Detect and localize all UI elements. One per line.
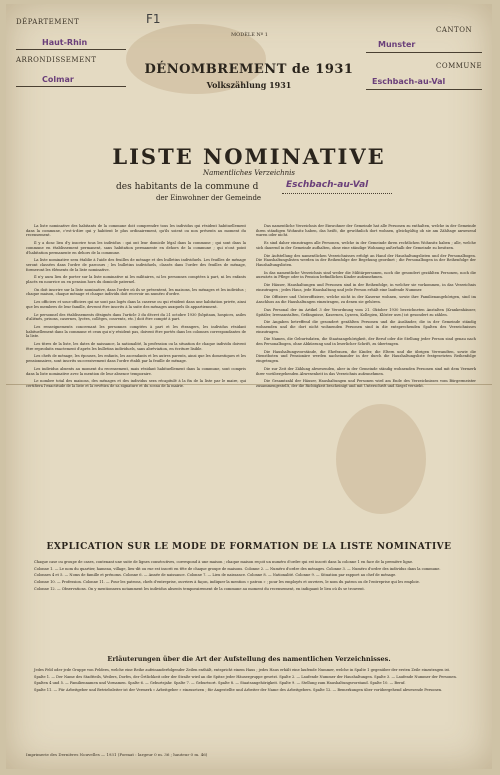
paragraph: Les titres de la liste, les dates de naissance, la nationalité, la profession ou la situation de chaque individu doivent être reproduits exactement d'après les bulletins individuels, sans abréviation, en écriture lisible. (26, 342, 246, 351)
commune-value-header: Eschbach-au-Val (372, 77, 446, 86)
paragraph: Les chefs de ménage, les épouses, les enfants, les ascendants et les autres parents, ainsi que les domestiques et les pensionnaires, sont inscrits successivement dans l'ordre établi par la feuille de ménage. (26, 354, 246, 364)
pencil-annotation: F1 (146, 12, 161, 26)
paragraph: Das Personal der im Artikel 3 der Verordnung vom 21. Oktober 1930 bezeichneten Anstalten (Krankenhäuser, Spitäler, Irrenanstalten, Gefängnisse, Kasernen, Lyzeen, Kollegien, Klöster usw.) ist gesondert zu zählen. (256, 307, 476, 317)
commune-prefix: des habitants de la commune d (116, 182, 259, 192)
paragraph: La liste nominative sera établie à l'aide des feuilles de ménage et des bulletins individuels. Les feuilles de ménage seront classées dans l'ordre de parcours ; les bulletins individuels, classés dans l'ordre des feuilles de ménage, formeront les éléments de la liste nominative. (26, 258, 246, 272)
arrondissement-label: ARRONDISSEMENT (16, 56, 97, 64)
paragraph: Colonne 12. — Observations. On y mentionnera notamment les individus absents temporairement de la commune au moment du recensement, en indiquant le lieu où ils se trouvent. (34, 586, 366, 591)
commune-label: COMMUNE (436, 62, 483, 70)
paragraph: On doit inscrire sur la liste nominative, dans l'ordre où ils se présentent, les maisons, les ménages et les individus ; chaque maison, chaque ménage et chaque individu doit recevoir un numéro d'ordre. (26, 287, 246, 297)
arrondissement-value: Colmar (42, 75, 74, 84)
divider (16, 49, 126, 50)
paragraph: Le nombre total des maisons, des ménages et des individus sera récapitulé à la fin de la liste par le maire, qui certifiera l'exactitude de la liste et la revêtira de sa signature et du sceau de la mairie. (26, 379, 246, 388)
paragraph: Les individus absents au moment du recensement, mais résidant habituellement dans la commune, sont compris dans la liste nominative avec la mention de leur absence temporaire. (26, 366, 246, 376)
paragraph: La liste nominative des habitants de la commune doit comprendre tous les individus qui résident habituellement dans la commune, c'est-à-dire qui y habitent le plus ordinairement, qu'ils soient ou non présents au moment du recensement. (26, 224, 246, 238)
paragraph: Die Angaben betreffend die gesondert gezählten Personen und die Ausländer, die in der Gemeinde ständig wohnenden und die dort nicht wohnenden Personen sind in die entsprechenden Spalten des Verzeichnisses einzutragen. (256, 320, 476, 334)
paragraph: Colonne 10. — Profession. Colonne 11. — Pour les patrons, chefs d'entreprise, ouvriers à façon, indiquer la mention « patron » ; pour les employés et ouvriers, le nom du patron ou de l'entreprise qui les emploie. (34, 580, 420, 585)
paragraph: Spalte 1. — Der Name des Stadtteils, Weilers, Dorfes, der Örtlichkeit oder der Straße wird an die Spitze jeder Häusergruppe gesetzt. Spalte 2. — Laufende Nummer der Haushaltungen. Spalte 3. — Laufende Nummer der Personen. (34, 674, 457, 679)
paragraph: Colonnes 4 et 5. — Noms de famille et prénoms. Colonne 6. — Année de naissance. Colonne 7. — Lieu de naissance. Colonne 8. — Nationalité. Colonne 9. — Situation par rapport au chef de ménage. (34, 573, 397, 578)
departement-label: DÉPARTEMENT (16, 18, 80, 26)
divider (366, 52, 482, 53)
paragraph: Die Namen, die Geburtsdaten, die Staatsangehörigkeit, der Beruf oder die Stellung jeder Person sind genau nach den Personalbogen, ohne Abkürzung und in leserlicher Schrift, zu übertragen. (256, 337, 476, 347)
paragraph: Chaque case ou groupe de cases, contenant une suite de lignes consécutives, correspond à une maison ; chaque maison reçoit un numéro d'ordre qui est inscrit dans la colonne 1 en face de la première ligne. (34, 560, 414, 564)
commune-german: der Einwohner der Gemeinde (156, 194, 262, 202)
paragraph: Die Offiziere und Unteroffiziere, welche nicht in der Kaserne wohnen, sowie ihre Familienangehörigen, sind im Anschluss an die Haushaltungen einzutragen, zu denen sie gehören. (256, 295, 476, 305)
section-heading-german: Erläuterungen über die Art der Aufstellung des namentlichen Verzeichnisses. (107, 655, 391, 663)
paragraph: Les renseignements concernant les personnes comptées à part et les étrangers, les individus résidant habituellement dans la commune et ceux qui n'y résident pas, doivent être portés dans les colonnes correspondantes de la liste. (26, 324, 246, 339)
paragraph: Colonne 1. — Le nom du quartier, hameau, village, lieu-dit ou rue est inscrit en tête de chaque groupe de maisons. Colonne 2. — Numéro d'ordre des ménages. Colonne 3. — Numéro d'ordre des individus dans la commune. (34, 566, 441, 571)
departement-value: Haut-Rhin (42, 38, 88, 47)
paragraph: Spalten 4 und 5. — Familiennamen und Vornamen. Spalte 6. — Geburtsjahr. Spalte 7. — Geburtsort. Spalte 8. — Staatsangehörigkeit. Spalte 9. — Stellung zum Haushaltungsvorstand. Spalte 10. — Beruf. (34, 681, 406, 686)
paragraph: Les officiers et sous-officiers qui ne sont pas logés dans la caserne ou qui résident dans une habitation privée, ainsi que les membres de leur famille, devront être inscrits à la suite des ménages auxquels ils appartiennent. (26, 300, 246, 309)
list-title-german: Namentliches Verzeichnis (202, 169, 295, 177)
census-sheet (6, 4, 492, 769)
paragraph: Il y a donc lieu d'y inscrire tous les individus : qui ont leur domicile légal dans la commune ; qui sont dans la commune en établissement permanent, sans habitation permanente en dehors de la commune ; qui n'ont point d'habitation permanente en dehors de la commune. (26, 241, 246, 255)
paragraph: Jedes Feld oder jede Gruppe von Feldern, welche eine Reihe aufeinanderfolgender Zeilen enthält, entspricht einem Haus ; jedes Haus erhält eine laufende Nummer, welche in Spalte 1 gegenüber der ersten Zeile einzutragen ist. (34, 668, 451, 672)
explanation-french (26, 560, 472, 650)
paragraph: Das namentliche Verzeichnis der Einwohner der Gemeinde hat alle Personen zu enthalten, welche in der Gemeinde ihren ständigen Wohnsitz haben, das heißt, die gewöhnlich dort wohnen, gleichgültig ob sie am Zähltage anwesend waren oder nicht. (256, 224, 476, 238)
paragraph: Spalte 11. — Für Arbeitgeber und Betriebsleiter ist der Vermerk « Arbeitgeber » einzusetzen ; für Angestellte und Arbeiter der Name des Arbeitgebers. Spalte 12. — Bemerkungen über vorübergehend abwesende Personen. (34, 688, 443, 693)
model-number: MODÈLE Nº 1 (231, 32, 268, 38)
printer-footer: Imprimerie des Dernières Nouvelles — 1931 (Format : largeur 0 m. 36 ; hauteur 0 m. 46) (26, 752, 208, 757)
paragraph: Die Aufstellung des namentlichen Verzeichnisses erfolgt an Hand der Haushaltungslisten und der Personalbogen. Die Haushaltungslisten werden in der Reihenfolge der Begehung geordnet ; die Personalbogen in der Reihenfolge der Haushaltungslisten. (256, 253, 476, 267)
section-heading-french: EXPLICATION SUR LE MODE DE FORMATION DE LA LISTE NOMINATIVE (46, 542, 452, 552)
canton-value: Munster (378, 40, 416, 49)
paragraph: Die Häuser, Haushaltungen und Personen sind in der Reihenfolge, in welcher sie vorkommen, in das Verzeichnis einzutragen ; jedes Haus, jede Haushaltung und jede Person erhält eine laufende Nummer. (256, 283, 476, 292)
paragraph: Die Gesamtzahl der Häuser, Haushaltungen und Personen wird am Ende des Verzeichnisses vom Bürgermeister zusammengestellt, der die Richtigkeit bescheinigt und mit Unterschrift und Siegel versieht. (256, 379, 476, 388)
paragraph: Die Haushaltungsvorstände, die Ehefrauen, die Kinder, die Eltern und die übrigen Verwandten, sowie die Dienstboten und Pensionäre werden nacheinander in der durch die Haushaltungsliste festgesetzten Reihenfolge eingetragen. (256, 349, 476, 364)
list-title: LISTE NOMINATIVE (112, 144, 386, 169)
commune-dotted-line (282, 193, 392, 194)
paragraph: Le personnel des établissements désignés dans l'article 3 du décret du 21 octobre 1930 (hôpitaux, hospices, asiles d'aliénés, prisons, casernes, lycées, collèges, couvents, etc.) doit être compté à part. (26, 312, 246, 322)
paragraph: Die zur Zeit der Zählung abwesenden, aber in der Gemeinde ständig wohnenden Personen sind mit dem Vermerk ihrer vorübergehenden Abwesenheit in das Verzeichnis aufzunehmen. (256, 366, 476, 376)
fold-line (6, 384, 492, 385)
paragraph: Il n'y aura lieu de porter sur la liste nominative ni les militaires, ni les personnes comptées à part, ni les enfants placés en nourrice ou en pension hors du domicile paternel. (26, 275, 246, 285)
paragraph: Es sind daher einzutragen alle Personen, welche in der Gemeinde ihren rechtlichen Wohnsitz haben ; alle, welche sich dauernd in der Gemeinde aufhalten, ohne eine ständige Wohnung außerhalb der Gemeinde zu besitzen. (256, 241, 476, 250)
canton-label: CANTON (436, 26, 473, 34)
commune-name: Eschbach-au-Val (286, 180, 369, 190)
main-title-german: Volkszählung 1931 (206, 80, 292, 90)
instructions-german (256, 224, 476, 539)
main-title: DÉNOMBREMENT de 1931 (144, 62, 354, 77)
instructions-french (26, 224, 246, 539)
paragraph: In das namentliche Verzeichnis sind weder die Militärpersonen, noch die gesondert gezählten Personen, noch die auswärts in Pflege oder in Pension befindlichen Kinder aufzunehmen. (256, 270, 476, 280)
explanation-german (26, 668, 472, 748)
